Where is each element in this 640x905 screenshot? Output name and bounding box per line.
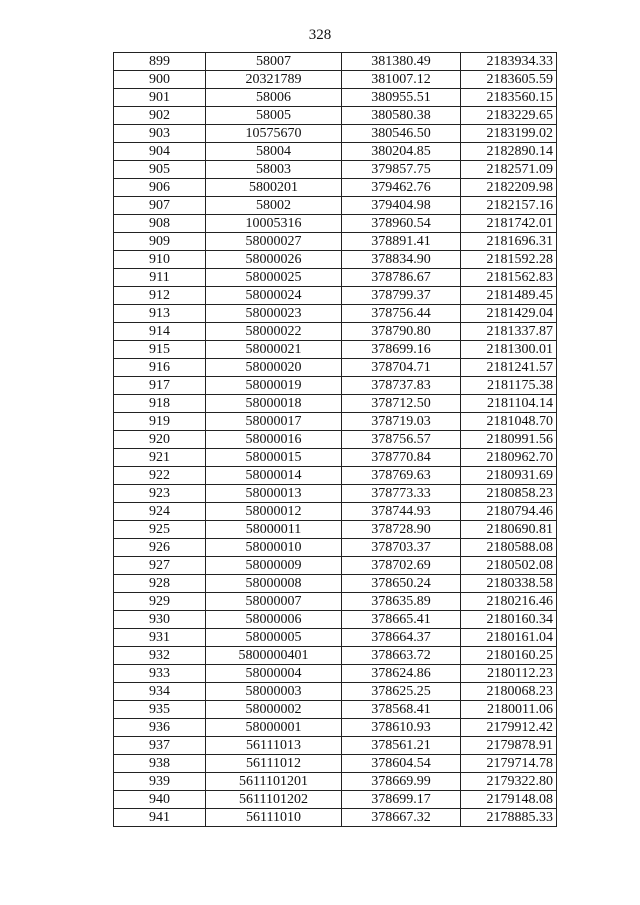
y-coordinate-cell: 2180160.34 xyxy=(461,611,557,629)
x-coordinate-cell: 378719.03 xyxy=(342,413,461,431)
point-id-cell: 58000019 xyxy=(206,377,342,395)
row-index-cell: 908 xyxy=(114,215,206,233)
table-row xyxy=(114,107,557,125)
y-coordinate-cell: 2181104.14 xyxy=(461,395,557,413)
y-coordinate-cell: 2180858.23 xyxy=(461,485,557,503)
x-coordinate-cell: 378891.41 xyxy=(342,233,461,251)
row-index-cell: 918 xyxy=(114,395,206,413)
y-coordinate-cell: 2180502.08 xyxy=(461,557,557,575)
table-row xyxy=(114,71,557,89)
point-id-cell: 58003 xyxy=(206,161,342,179)
y-coordinate-cell: 2180112.23 xyxy=(461,665,557,683)
table-row xyxy=(114,485,557,503)
y-coordinate-cell: 2181175.38 xyxy=(461,377,557,395)
y-coordinate-cell: 2181592.28 xyxy=(461,251,557,269)
row-index-cell: 924 xyxy=(114,503,206,521)
table-row xyxy=(114,683,557,701)
table-row xyxy=(114,431,557,449)
row-index-cell: 901 xyxy=(114,89,206,107)
table-row xyxy=(114,791,557,809)
row-index-cell: 935 xyxy=(114,701,206,719)
point-id-cell: 58000005 xyxy=(206,629,342,647)
x-coordinate-cell: 381380.49 xyxy=(342,53,461,71)
x-coordinate-cell: 378790.80 xyxy=(342,323,461,341)
y-coordinate-cell: 2181742.01 xyxy=(461,215,557,233)
y-coordinate-cell: 2179878.91 xyxy=(461,737,557,755)
point-id-cell: 58006 xyxy=(206,89,342,107)
table-row xyxy=(114,557,557,575)
row-index-cell: 933 xyxy=(114,665,206,683)
row-index-cell: 914 xyxy=(114,323,206,341)
table-row xyxy=(114,539,557,557)
y-coordinate-cell: 2182571.09 xyxy=(461,161,557,179)
x-coordinate-cell: 378663.72 xyxy=(342,647,461,665)
point-id-cell: 58000012 xyxy=(206,503,342,521)
table-row xyxy=(114,467,557,485)
x-coordinate-cell: 380546.50 xyxy=(342,125,461,143)
table-row xyxy=(114,629,557,647)
table-row xyxy=(114,449,557,467)
row-index-cell: 906 xyxy=(114,179,206,197)
table-row xyxy=(114,341,557,359)
x-coordinate-cell: 378568.41 xyxy=(342,701,461,719)
table-row xyxy=(114,701,557,719)
point-id-cell: 10005316 xyxy=(206,215,342,233)
x-coordinate-cell: 378770.84 xyxy=(342,449,461,467)
table-row xyxy=(114,251,557,269)
point-id-cell: 10575670 xyxy=(206,125,342,143)
x-coordinate-cell: 378635.89 xyxy=(342,593,461,611)
table-row xyxy=(114,287,557,305)
point-id-cell: 58000016 xyxy=(206,431,342,449)
x-coordinate-cell: 378665.41 xyxy=(342,611,461,629)
x-coordinate-cell: 378699.16 xyxy=(342,341,461,359)
point-id-cell: 58000020 xyxy=(206,359,342,377)
row-index-cell: 910 xyxy=(114,251,206,269)
y-coordinate-cell: 2180161.04 xyxy=(461,629,557,647)
table-row xyxy=(114,215,557,233)
row-index-cell: 909 xyxy=(114,233,206,251)
y-coordinate-cell: 2183199.02 xyxy=(461,125,557,143)
y-coordinate-cell: 2181300.01 xyxy=(461,341,557,359)
table-row xyxy=(114,521,557,539)
point-id-cell: 58000025 xyxy=(206,269,342,287)
x-coordinate-cell: 378786.67 xyxy=(342,269,461,287)
table-row xyxy=(114,755,557,773)
point-id-cell: 58000024 xyxy=(206,287,342,305)
point-id-cell: 58000002 xyxy=(206,701,342,719)
point-id-cell: 58000017 xyxy=(206,413,342,431)
y-coordinate-cell: 2180794.46 xyxy=(461,503,557,521)
y-coordinate-cell: 2180962.70 xyxy=(461,449,557,467)
point-id-cell: 56111010 xyxy=(206,809,342,827)
row-index-cell: 902 xyxy=(114,107,206,125)
y-coordinate-cell: 2181337.87 xyxy=(461,323,557,341)
page-number: 328 xyxy=(308,27,332,43)
y-coordinate-cell: 2180068.23 xyxy=(461,683,557,701)
row-index-cell: 913 xyxy=(114,305,206,323)
row-index-cell: 922 xyxy=(114,467,206,485)
table-row xyxy=(114,719,557,737)
row-index-cell: 916 xyxy=(114,359,206,377)
table-row xyxy=(114,179,557,197)
x-coordinate-cell: 378703.37 xyxy=(342,539,461,557)
row-index-cell: 940 xyxy=(114,791,206,809)
row-index-cell: 926 xyxy=(114,539,206,557)
x-coordinate-cell: 380204.85 xyxy=(342,143,461,161)
point-id-cell: 58000023 xyxy=(206,305,342,323)
x-coordinate-cell: 381007.12 xyxy=(342,71,461,89)
y-coordinate-cell: 2180991.56 xyxy=(461,431,557,449)
y-coordinate-cell: 2179912.42 xyxy=(461,719,557,737)
table-row xyxy=(114,143,557,161)
x-coordinate-cell: 378669.99 xyxy=(342,773,461,791)
x-coordinate-cell: 378667.32 xyxy=(342,809,461,827)
y-coordinate-cell: 2179148.08 xyxy=(461,791,557,809)
row-index-cell: 912 xyxy=(114,287,206,305)
x-coordinate-cell: 378699.17 xyxy=(342,791,461,809)
row-index-cell: 925 xyxy=(114,521,206,539)
point-id-cell: 20321789 xyxy=(206,71,342,89)
row-index-cell: 931 xyxy=(114,629,206,647)
x-coordinate-cell: 378625.25 xyxy=(342,683,461,701)
x-coordinate-cell: 378624.86 xyxy=(342,665,461,683)
y-coordinate-cell: 2181489.45 xyxy=(461,287,557,305)
point-id-cell: 58002 xyxy=(206,197,342,215)
point-id-cell: 58000004 xyxy=(206,665,342,683)
table-row xyxy=(114,503,557,521)
table-row xyxy=(114,125,557,143)
row-index-cell: 928 xyxy=(114,575,206,593)
y-coordinate-cell: 2180160.25 xyxy=(461,647,557,665)
y-coordinate-cell: 2182890.14 xyxy=(461,143,557,161)
table-row xyxy=(114,269,557,287)
row-index-cell: 920 xyxy=(114,431,206,449)
point-id-cell: 5800201 xyxy=(206,179,342,197)
row-index-cell: 907 xyxy=(114,197,206,215)
point-id-cell: 58000001 xyxy=(206,719,342,737)
table-row xyxy=(114,323,557,341)
x-coordinate-cell: 379462.76 xyxy=(342,179,461,197)
point-id-cell: 58000010 xyxy=(206,539,342,557)
x-coordinate-cell: 378561.21 xyxy=(342,737,461,755)
point-id-cell: 58004 xyxy=(206,143,342,161)
y-coordinate-cell: 2180931.69 xyxy=(461,467,557,485)
row-index-cell: 919 xyxy=(114,413,206,431)
point-id-cell: 58000003 xyxy=(206,683,342,701)
x-coordinate-cell: 378737.83 xyxy=(342,377,461,395)
x-coordinate-cell: 378834.90 xyxy=(342,251,461,269)
coordinates-table xyxy=(113,52,557,827)
table-row xyxy=(114,359,557,377)
row-index-cell: 899 xyxy=(114,53,206,71)
x-coordinate-cell: 379857.75 xyxy=(342,161,461,179)
y-coordinate-cell: 2183605.59 xyxy=(461,71,557,89)
y-coordinate-cell: 2181429.04 xyxy=(461,305,557,323)
point-id-cell: 58000011 xyxy=(206,521,342,539)
point-id-cell: 58000026 xyxy=(206,251,342,269)
point-id-cell: 58000006 xyxy=(206,611,342,629)
row-index-cell: 941 xyxy=(114,809,206,827)
table-row xyxy=(114,89,557,107)
row-index-cell: 904 xyxy=(114,143,206,161)
coordinates-table-body xyxy=(114,53,557,827)
y-coordinate-cell: 2182157.16 xyxy=(461,197,557,215)
row-index-cell: 938 xyxy=(114,755,206,773)
table-row xyxy=(114,665,557,683)
y-coordinate-cell: 2181241.57 xyxy=(461,359,557,377)
point-id-cell: 58000015 xyxy=(206,449,342,467)
row-index-cell: 929 xyxy=(114,593,206,611)
point-id-cell: 58000009 xyxy=(206,557,342,575)
x-coordinate-cell: 378702.69 xyxy=(342,557,461,575)
x-coordinate-cell: 378604.54 xyxy=(342,755,461,773)
point-id-cell: 58000007 xyxy=(206,593,342,611)
point-id-cell: 58000022 xyxy=(206,323,342,341)
point-id-cell: 58000018 xyxy=(206,395,342,413)
x-coordinate-cell: 378712.50 xyxy=(342,395,461,413)
y-coordinate-cell: 2180690.81 xyxy=(461,521,557,539)
row-index-cell: 923 xyxy=(114,485,206,503)
point-id-cell: 56111012 xyxy=(206,755,342,773)
table-row xyxy=(114,305,557,323)
y-coordinate-cell: 2180011.06 xyxy=(461,701,557,719)
y-coordinate-cell: 2181562.83 xyxy=(461,269,557,287)
y-coordinate-cell: 2180216.46 xyxy=(461,593,557,611)
table-row xyxy=(114,809,557,827)
table-row xyxy=(114,395,557,413)
x-coordinate-cell: 380580.38 xyxy=(342,107,461,125)
x-coordinate-cell: 378650.24 xyxy=(342,575,461,593)
point-id-cell: 56111013 xyxy=(206,737,342,755)
y-coordinate-cell: 2180338.58 xyxy=(461,575,557,593)
x-coordinate-cell: 378728.90 xyxy=(342,521,461,539)
x-coordinate-cell: 378610.93 xyxy=(342,719,461,737)
y-coordinate-cell: 2181696.31 xyxy=(461,233,557,251)
table-row xyxy=(114,737,557,755)
row-index-cell: 939 xyxy=(114,773,206,791)
row-index-cell: 900 xyxy=(114,71,206,89)
row-index-cell: 936 xyxy=(114,719,206,737)
y-coordinate-cell: 2183229.65 xyxy=(461,107,557,125)
y-coordinate-cell: 2179714.78 xyxy=(461,755,557,773)
point-id-cell: 58007 xyxy=(206,53,342,71)
point-id-cell: 58000014 xyxy=(206,467,342,485)
x-coordinate-cell: 378799.37 xyxy=(342,287,461,305)
x-coordinate-cell: 378960.54 xyxy=(342,215,461,233)
row-index-cell: 932 xyxy=(114,647,206,665)
x-coordinate-cell: 380955.51 xyxy=(342,89,461,107)
y-coordinate-cell: 2178885.33 xyxy=(461,809,557,827)
y-coordinate-cell: 2182209.98 xyxy=(461,179,557,197)
row-index-cell: 903 xyxy=(114,125,206,143)
point-id-cell: 5611101201 xyxy=(206,773,342,791)
row-index-cell: 911 xyxy=(114,269,206,287)
table-row xyxy=(114,575,557,593)
point-id-cell: 58000021 xyxy=(206,341,342,359)
row-index-cell: 915 xyxy=(114,341,206,359)
table-row xyxy=(114,593,557,611)
y-coordinate-cell: 2180588.08 xyxy=(461,539,557,557)
point-id-cell: 58000008 xyxy=(206,575,342,593)
table-row xyxy=(114,647,557,665)
x-coordinate-cell: 379404.98 xyxy=(342,197,461,215)
table-row xyxy=(114,377,557,395)
table-row xyxy=(114,773,557,791)
y-coordinate-cell: 2183560.15 xyxy=(461,89,557,107)
x-coordinate-cell: 378664.37 xyxy=(342,629,461,647)
x-coordinate-cell: 378704.71 xyxy=(342,359,461,377)
row-index-cell: 930 xyxy=(114,611,206,629)
table-row xyxy=(114,233,557,251)
table-row xyxy=(114,413,557,431)
y-coordinate-cell: 2181048.70 xyxy=(461,413,557,431)
x-coordinate-cell: 378773.33 xyxy=(342,485,461,503)
table-row xyxy=(114,53,557,71)
x-coordinate-cell: 378744.93 xyxy=(342,503,461,521)
row-index-cell: 905 xyxy=(114,161,206,179)
y-coordinate-cell: 2183934.33 xyxy=(461,53,557,71)
row-index-cell: 921 xyxy=(114,449,206,467)
table-row xyxy=(114,611,557,629)
row-index-cell: 934 xyxy=(114,683,206,701)
point-id-cell: 5800000401 xyxy=(206,647,342,665)
x-coordinate-cell: 378769.63 xyxy=(342,467,461,485)
y-coordinate-cell: 2179322.80 xyxy=(461,773,557,791)
row-index-cell: 927 xyxy=(114,557,206,575)
x-coordinate-cell: 378756.57 xyxy=(342,431,461,449)
point-id-cell: 5611101202 xyxy=(206,791,342,809)
point-id-cell: 58000027 xyxy=(206,233,342,251)
point-id-cell: 58005 xyxy=(206,107,342,125)
table-row xyxy=(114,161,557,179)
row-index-cell: 917 xyxy=(114,377,206,395)
row-index-cell: 937 xyxy=(114,737,206,755)
point-id-cell: 58000013 xyxy=(206,485,342,503)
x-coordinate-cell: 378756.44 xyxy=(342,305,461,323)
table-row xyxy=(114,197,557,215)
